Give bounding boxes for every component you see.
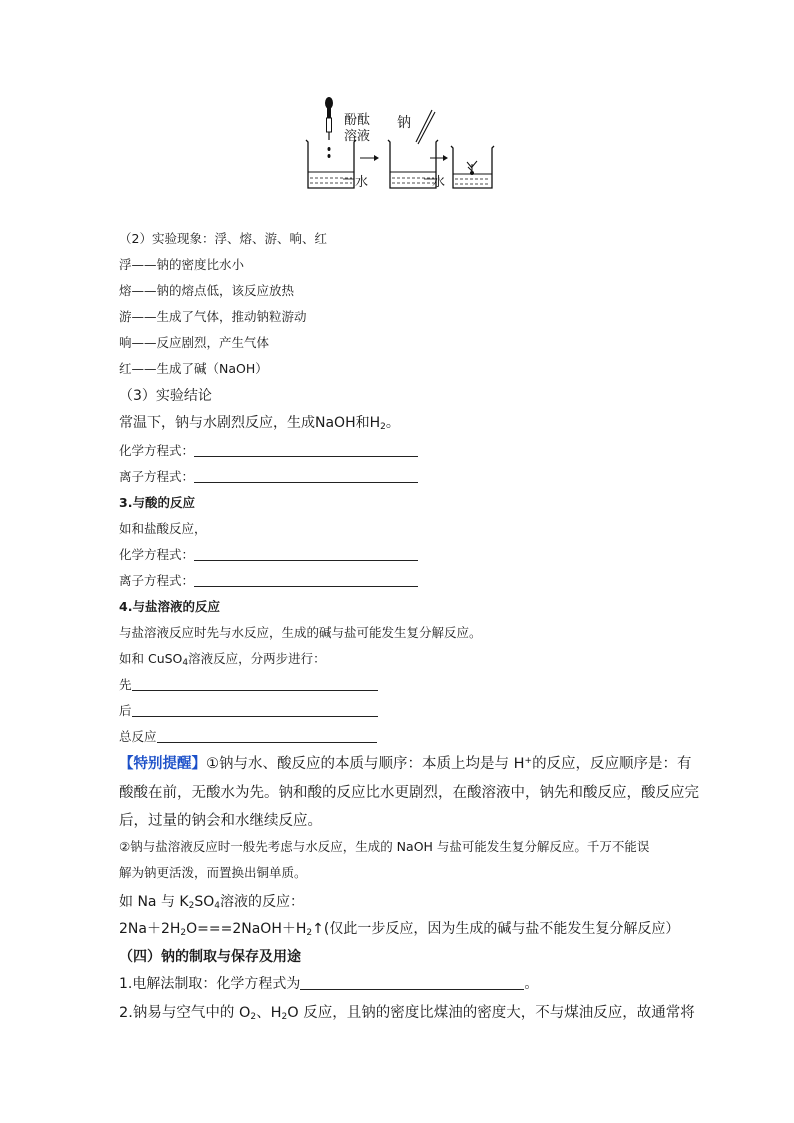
salt-text: 与盐溶液反应时先与水反应，生成的碱与盐可能发生复分解反应。 xyxy=(119,625,482,640)
dropper-icon xyxy=(325,97,333,140)
ion-eq-label: 离子方程式： xyxy=(119,469,195,484)
chem-eq-line-1 xyxy=(119,441,418,459)
section4-heading: （四）钠的制取与保存及用途 xyxy=(119,949,301,965)
beaker-2-icon xyxy=(388,140,438,188)
figure-label-phenolphthalein: 酚酞 xyxy=(344,113,371,128)
phenomenon-swim: 游——生成了气体，推动钠粒游动 xyxy=(119,309,307,324)
step-total-line: 总反应 xyxy=(119,727,377,745)
answer-blank[interactable] xyxy=(194,442,418,457)
chem-eq-label: 化学方程式： xyxy=(119,443,195,458)
answer-blank[interactable] xyxy=(132,676,378,691)
beaker-1-icon xyxy=(306,140,356,188)
note2-line2: 解为钠更活泼，而置换出铜单质。 xyxy=(119,865,307,880)
phenomenon-float: 浮——钠的密度比水小 xyxy=(119,257,245,272)
cuso4-text: 如和 CuSO$_4$溶液反应，分两步进行： xyxy=(119,651,326,668)
answer-blank[interactable] xyxy=(194,546,418,561)
ion-eq-line-2 xyxy=(119,571,418,589)
figure-label-sodium: 钠 xyxy=(397,115,411,131)
special-note-tag: 【特别提醒】 xyxy=(119,756,206,772)
note2-line1: ②钠与盐溶液反应时一般先考虑与水反应，生成的 NaOH 与盐可能发生复分解反应。千万不能误 xyxy=(119,839,650,854)
note1-line2: 酸酸在前，无酸水为先。钠和酸的反应比水更剧烈，在酸溶液中，钠先和酸反应，酸反应完 xyxy=(119,785,699,801)
phenomenon-melt: 熔——钠的熔点低，该反应放热 xyxy=(119,283,295,298)
storage-line: 2.钠易与空气中的 $O_2$、$H_2O$ 反应，且钠的密度比煤油的密度大，不与煤油反应，故通常将 xyxy=(119,1005,695,1022)
salt-heading: 4.与盐溶液的反应 xyxy=(119,599,220,614)
electrolysis-line: 1.电解法制取：化学方程式为 。 xyxy=(119,976,539,992)
tweezers-icon xyxy=(416,110,435,144)
note1-line1: 【特别提醒】①钠与水、酸反应的本质与顺序：本质上均是与 H+的反应，反应顺序是：有 xyxy=(119,756,692,772)
answer-blank[interactable] xyxy=(194,468,418,483)
acid-heading: 3.与酸的反应 xyxy=(119,495,195,510)
acid-example: 如和盐酸反应， xyxy=(119,521,207,536)
answer-blank[interactable] xyxy=(157,728,377,743)
answer-blank[interactable] xyxy=(132,702,378,717)
figure-label-water-1: 水 xyxy=(355,175,369,190)
chem-eq-label: 化学方程式： xyxy=(119,547,195,562)
arrow-right-icon xyxy=(360,155,379,161)
figure-label-water-2: 水 xyxy=(432,175,446,190)
answer-blank[interactable] xyxy=(300,975,524,990)
phenomena-title: （2）实验现象：浮、熔、游、响、红 xyxy=(119,231,327,246)
beaker-3-icon xyxy=(451,146,494,188)
chem-eq-line-2 xyxy=(119,545,418,563)
step-first-line: 先 xyxy=(119,675,378,693)
phenomenon-sound: 响——反应剧烈，产生气体 xyxy=(119,335,270,350)
note1-line3: 后，过量的钠会和水继续反应。 xyxy=(119,813,322,829)
ion-eq-line-1 xyxy=(119,467,418,485)
conclusion-text: 常温下，钠与水剧烈反应，生成NaOH和$H_2$。 xyxy=(119,415,400,432)
answer-blank[interactable] xyxy=(194,572,418,587)
step-then-line: 后 xyxy=(119,701,378,719)
ion-eq-label: 离子方程式： xyxy=(119,573,195,588)
equation-line: $2Na+2H_2O===2NaOH+H_2↑$(仅此一步反应，因为生成的碱与盐不能发生复分解反应） xyxy=(119,921,680,938)
phenomenon-red: 红——生成了碱（NaOH） xyxy=(119,361,268,376)
k2so4-line: 如 Na 与 $K_2SO_4$溶液的反应： xyxy=(119,894,304,911)
experiment-diagram xyxy=(296,92,506,202)
figure-label-solution: 溶液 xyxy=(344,129,371,144)
arrow-right-icon xyxy=(430,155,448,161)
conclusion-title: （3）实验结论 xyxy=(119,388,212,404)
